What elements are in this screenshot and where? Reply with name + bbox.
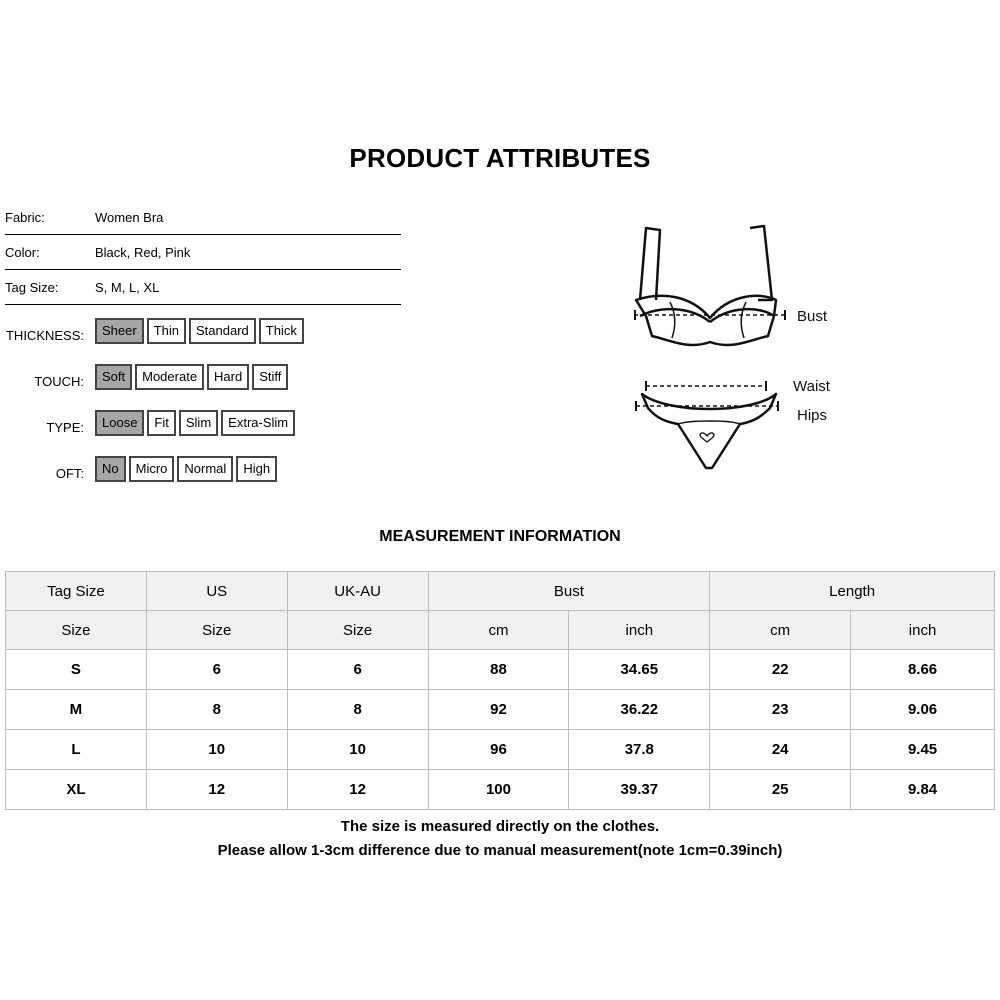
attr-label: TYPE:: [46, 420, 84, 435]
measurement-note: Please allow 1-3cm difference due to manual measurement(note 1cm=0.39inch): [217, 842, 783, 859]
info-label: Tag Size:: [5, 280, 59, 295]
attr-options: [95, 410, 295, 436]
right-strap: [750, 226, 772, 300]
attr-option: Loose: [95, 410, 144, 436]
table-cell: 96: [428, 730, 569, 770]
table-cell: 100: [428, 770, 569, 810]
table-cell: 8: [146, 690, 287, 730]
attr-label: THICKNESS:: [5, 328, 84, 343]
attr-label: TOUCH:: [34, 374, 84, 389]
table-cell: 92: [428, 690, 569, 730]
header-cell: cm: [710, 611, 851, 650]
table-row: [6, 770, 995, 810]
table-cell: 9.84: [851, 770, 995, 810]
attr-option: Thick: [259, 318, 304, 344]
attr-option: Hard: [207, 364, 249, 390]
table-cell: 6: [287, 650, 428, 690]
page-title: PRODUCT ATTRIBUTES: [349, 143, 651, 173]
table-cell: S: [6, 650, 147, 690]
panty-outline: [642, 394, 776, 468]
table-cell: 10: [146, 730, 287, 770]
table-cell: 8: [287, 690, 428, 730]
header-cell: inch: [851, 611, 995, 650]
attr-option: No: [95, 456, 126, 482]
table-cell: 23: [710, 690, 851, 730]
table-row: [6, 730, 995, 770]
header-cell: Size: [287, 611, 428, 650]
table-cell: 25: [710, 770, 851, 810]
table-cell: L: [6, 730, 147, 770]
attr-option: Fit: [147, 410, 175, 436]
attr-option: Moderate: [135, 364, 204, 390]
info-value: Women Bra: [95, 210, 164, 225]
attr-option: Micro: [129, 456, 175, 482]
attr-option: Standard: [189, 318, 256, 344]
table-row: [6, 690, 995, 730]
table-cell: M: [6, 690, 147, 730]
table-cell: 36.22: [569, 690, 710, 730]
info-value: Black, Red, Pink: [95, 245, 191, 260]
info-label: Color:: [5, 245, 40, 260]
attr-option: Slim: [179, 410, 218, 436]
attr-label: OFT:: [55, 466, 84, 481]
header-cell: cm: [428, 611, 569, 650]
table-cell: 22: [710, 650, 851, 690]
attr-option: Sheer: [95, 318, 144, 344]
table-subheader-row: [6, 611, 995, 650]
table-cell: 8.66: [851, 650, 995, 690]
header-cell: Bust: [428, 572, 710, 611]
measurement-title: MEASUREMENT INFORMATION: [379, 528, 621, 545]
table-cell: 37.8: [569, 730, 710, 770]
attr-option: Normal: [177, 456, 233, 482]
table-cell: 10: [287, 730, 428, 770]
table-cell: 9.06: [851, 690, 995, 730]
waist-label: Waist: [793, 378, 830, 395]
measurement-table: [5, 571, 995, 810]
info-row-fabric: [5, 200, 401, 235]
left-strap: [640, 228, 660, 300]
table-header-row: [6, 572, 995, 611]
table-row: [6, 650, 995, 690]
attr-options: [95, 364, 288, 390]
table-cell: 88: [428, 650, 569, 690]
header-cell: Size: [6, 611, 147, 650]
table-cell: 24: [710, 730, 851, 770]
header-cell: Tag Size: [6, 572, 147, 611]
info-label: Fabric:: [5, 210, 45, 225]
table-cell: XL: [6, 770, 147, 810]
info-row-tag-size: [5, 270, 401, 305]
header-cell: US: [146, 572, 287, 611]
header-cell: UK-AU: [287, 572, 428, 611]
attr-option: High: [236, 456, 277, 482]
header-cell: Length: [710, 572, 995, 611]
heart-icon: [700, 433, 714, 442]
header-cell: inch: [569, 611, 710, 650]
attr-options: [95, 318, 304, 344]
attr-option: Extra-Slim: [221, 410, 295, 436]
table-cell: 12: [287, 770, 428, 810]
table-cell: 34.65: [569, 650, 710, 690]
hips-label: Hips: [797, 407, 828, 424]
header-cell: Size: [146, 611, 287, 650]
info-row-color: [5, 235, 401, 270]
attr-option: Thin: [147, 318, 186, 344]
info-value: S, M, L, XL: [95, 280, 160, 295]
attr-options: [95, 456, 277, 482]
table-cell: 6: [146, 650, 287, 690]
table-cell: 9.45: [851, 730, 995, 770]
bust-label: Bust: [797, 308, 828, 325]
size-note: The size is measured directly on the clothes.: [340, 818, 660, 835]
garment-diagram: [620, 222, 850, 477]
table-cell: 39.37: [569, 770, 710, 810]
attr-option: Stiff: [252, 364, 288, 390]
attr-option: Soft: [95, 364, 132, 390]
table-cell: 12: [146, 770, 287, 810]
